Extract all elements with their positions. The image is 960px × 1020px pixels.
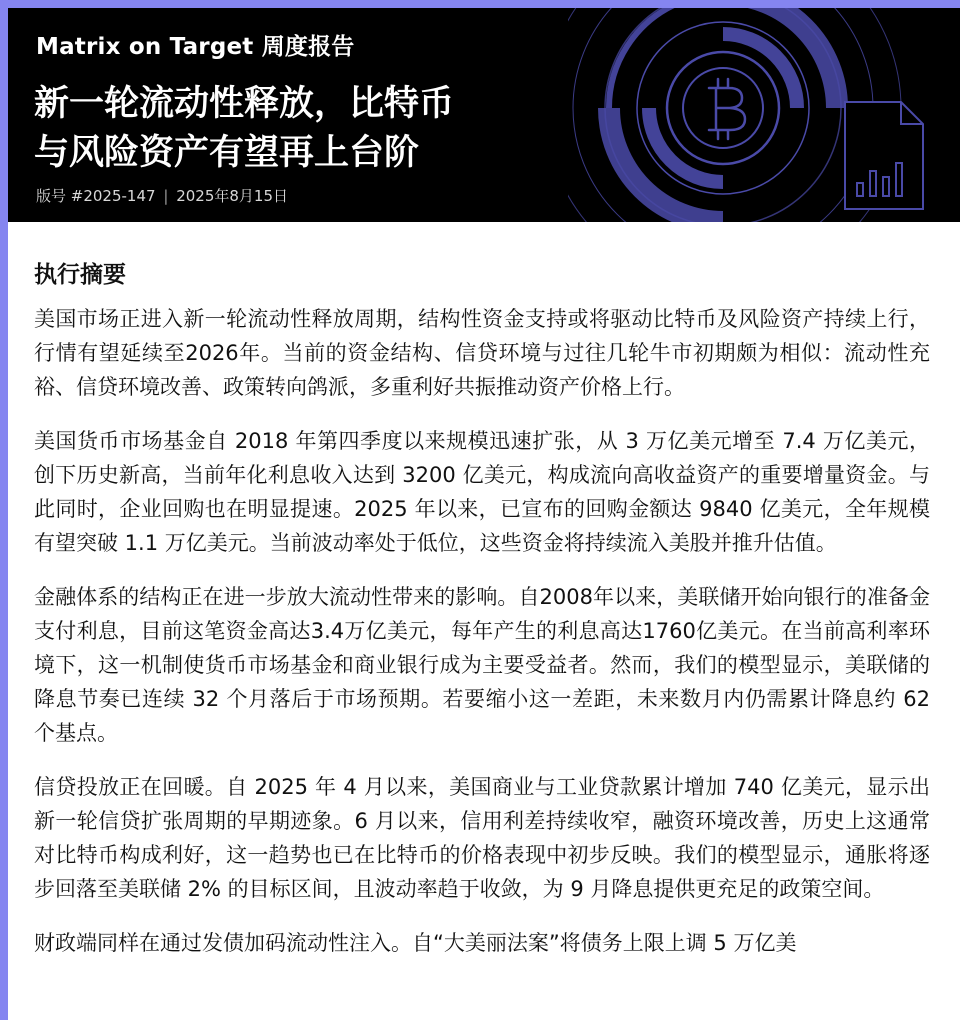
report-title [34, 80, 554, 178]
report-chart-icon [845, 102, 923, 209]
summary-paragraph-2: 美国货币市场基金自 2018 年第四季度以来规模迅速扩张，从 3 万亿美元增至 7.4 万亿美元，创下历史新高，当前年化利息收入达到 3200 亿美元，构成流向高收益资产的重要增量资金。与此同时，企业回购也在明显提速。2025 年以来，已宣布的回购金额达 9840 亿美元，全年规模有望突破 1.1 万亿美元。当前波动率处于低位，这些资金将持续流入美股并推升估值。 [34, 429, 930, 555]
report-meta [36, 185, 288, 206]
header-illustration [568, 8, 960, 222]
report-header [8, 8, 960, 222]
issue-number: 版号 #2025-147 [36, 187, 156, 205]
report-page [8, 8, 960, 1020]
report-title-line-1: 新一轮流动性释放，比特币 [34, 84, 455, 124]
report-title-line-2: 与风险资产有望再上台阶 [34, 133, 420, 173]
summary-paragraph-4: 信贷投放正在回暖。自 2025 年 4 月以来，美国商业与工业贷款累计增加 740 亿美元，显示出新一轮信贷扩张周期的早期迹象。6 月以来，信用利差持续收窄，融资环境改善，历史上这通常对比特币构成利好，这一趋势也已在比特币的价格表现中初步反映。我们的模型显示，通胀将逐步回落至美联储 2% 的目标区间，且波动率趋于收敛，为 9 月降息提供更充足的政策空间。 [34, 775, 930, 901]
report-date: 2025年8月15日 [176, 187, 288, 205]
section-heading-summary: 执行摘要 [34, 262, 126, 288]
summary-paragraph-3: 金融体系的结构正在进一步放大流动性带来的影响。自2008年以来，美联储开始向银行的准备金支付利息，目前这笔资金高达3.4万亿美元，每年产生的利息高达1760亿美元。在当前高利率环境下，这一机制使货币市场基金和商业银行成为主要受益者。然而，我们的模型显示，美联储的降息节奏已连续 32 个月落后于市场预期。若要缩小这一差距，未来数月内仍需累计降息约 62 个基点。 [34, 585, 930, 745]
summary-paragraph-1: 美国市场正进入新一轮流动性释放周期，结构性资金支持或将驱动比特币及风险资产持续上行，行情有望延续至2026年。当前的资金结构、信贷环境与过往几轮牛市初期颇为相似：流动性充裕、信贷环境改善、政策转向鸽派，多重利好共振推动资产价格上行。 [34, 307, 930, 399]
summary-paragraph-5: 财政端同样在通过发债加码流动性注入。自“大美丽法案”将债务上限上调 5 万亿美 [34, 931, 797, 955]
report-brand: Matrix on Target 周度报告 [36, 34, 355, 60]
report-body [8, 222, 960, 1020]
meta-separator: | [163, 187, 169, 205]
